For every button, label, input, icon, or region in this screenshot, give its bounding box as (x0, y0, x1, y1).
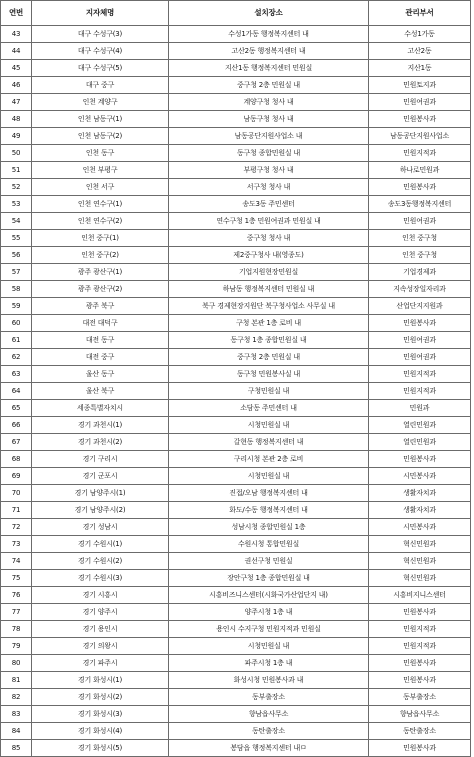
table-row (1, 179, 471, 196)
row-number-cell: 55 (1, 230, 32, 247)
row-number-cell: 46 (1, 77, 32, 94)
location-cell: 구리시청 본관 2층 로비 (169, 451, 369, 468)
municipality-cell: 경기 과천시(1) (32, 417, 169, 434)
department-cell: 민원봉사과 (369, 740, 471, 757)
row-number-cell: 47 (1, 94, 32, 111)
department-cell: 민원지적과 (369, 366, 471, 383)
department-cell: 시민봉사과 (369, 468, 471, 485)
table-row (1, 298, 471, 315)
table-row (1, 332, 471, 349)
municipality-cell: 광주 북구 (32, 298, 169, 315)
location-cell: 송도3동 주민센터 (169, 196, 369, 213)
row-number-cell: 64 (1, 383, 32, 400)
table-row (1, 485, 471, 502)
municipality-cell: 경기 구리시 (32, 451, 169, 468)
location-cell: 화성시청 민원봉사과 내 (169, 672, 369, 689)
row-number-cell: 49 (1, 128, 32, 145)
municipality-cell: 경기 시흥시 (32, 587, 169, 604)
department-cell: 열린민원과 (369, 417, 471, 434)
row-number-cell: 44 (1, 43, 32, 60)
department-cell: 민원과 (369, 400, 471, 417)
table-row (1, 672, 471, 689)
location-cell: 북구 경제현장지원단 북구청사업소 사무실 내 (169, 298, 369, 315)
table-row (1, 655, 471, 672)
department-cell: 민원봉사과 (369, 655, 471, 672)
table-row (1, 502, 471, 519)
municipality-cell: 인천 서구 (32, 179, 169, 196)
municipality-cell: 경기 화성시(4) (32, 723, 169, 740)
location-cell: 구청 본관 1층 로비 내 (169, 315, 369, 332)
row-number-cell: 85 (1, 740, 32, 757)
municipality-cell: 대구 수성구(3) (32, 26, 169, 43)
table-row (1, 128, 471, 145)
department-cell: 인천 중구청 (369, 230, 471, 247)
table-row (1, 587, 471, 604)
row-number-cell: 57 (1, 264, 32, 281)
department-cell: 산업단지지원과 (369, 298, 471, 315)
location-cell: 동구청 민원봉사실 내 (169, 366, 369, 383)
row-number-cell: 80 (1, 655, 32, 672)
municipality-cell: 경기 군포시 (32, 468, 169, 485)
header-number: 연번 (1, 1, 32, 26)
municipality-cell: 경기 의왕시 (32, 638, 169, 655)
row-number-cell: 67 (1, 434, 32, 451)
municipality-cell: 울산 동구 (32, 366, 169, 383)
row-number-cell: 82 (1, 689, 32, 706)
location-cell: 수성1가동 행정복지센터 내 (169, 26, 369, 43)
table-row (1, 451, 471, 468)
row-number-cell: 45 (1, 60, 32, 77)
row-number-cell: 65 (1, 400, 32, 417)
location-cell: 연수구청 1층 민원여권과 민원실 내 (169, 213, 369, 230)
table-row (1, 111, 471, 128)
table-row (1, 604, 471, 621)
location-cell: 남동공단지원사업소 내 (169, 128, 369, 145)
location-cell: 수원시청 통합민원실 (169, 536, 369, 553)
table-row (1, 247, 471, 264)
municipality-cell: 경기 수원시(3) (32, 570, 169, 587)
department-cell: 시민봉사과 (369, 519, 471, 536)
department-cell: 민원지적과 (369, 621, 471, 638)
row-number-cell: 78 (1, 621, 32, 638)
table-row (1, 43, 471, 60)
location-cell: 동구청 1층 종합민원실 내 (169, 332, 369, 349)
location-cell: 시청민원실 내 (169, 417, 369, 434)
row-number-cell: 54 (1, 213, 32, 230)
location-cell: 서구청 청사 내 (169, 179, 369, 196)
municipality-cell: 경기 과천시(2) (32, 434, 169, 451)
municipality-cell: 경기 성남시 (32, 519, 169, 536)
department-cell: 민원봉사과 (369, 111, 471, 128)
department-cell: 고산2동 (369, 43, 471, 60)
municipality-cell: 경기 화성시(2) (32, 689, 169, 706)
department-cell: 민원봉사과 (369, 604, 471, 621)
municipality-cell: 인천 중구(1) (32, 230, 169, 247)
location-cell: 장안구청 1층 종합민원실 내 (169, 570, 369, 587)
department-cell: 향남읍사무소 (369, 706, 471, 723)
municipality-cell: 광주 광산구(2) (32, 281, 169, 298)
table-row (1, 213, 471, 230)
row-number-cell: 69 (1, 468, 32, 485)
table-row (1, 60, 471, 77)
location-cell: 계양구청 청사 내 (169, 94, 369, 111)
row-number-cell: 48 (1, 111, 32, 128)
row-number-cell: 52 (1, 179, 32, 196)
table-row (1, 570, 471, 587)
municipality-cell: 경기 양주시 (32, 604, 169, 621)
municipality-cell: 인천 계양구 (32, 94, 169, 111)
location-cell: 양주시청 1층 내 (169, 604, 369, 621)
municipality-cell: 울산 북구 (32, 383, 169, 400)
row-number-cell: 71 (1, 502, 32, 519)
header-installation-location: 설치장소 (169, 1, 369, 26)
row-number-cell: 53 (1, 196, 32, 213)
table-row (1, 77, 471, 94)
department-cell: 열린민원과 (369, 434, 471, 451)
department-cell: 민원봉사과 (369, 179, 471, 196)
department-cell: 민원지적과 (369, 638, 471, 655)
municipality-cell: 경기 수원시(1) (32, 536, 169, 553)
location-cell: 화도/수동 행정복지센터 내 (169, 502, 369, 519)
location-cell: 중구청 2층 민원실 내 (169, 349, 369, 366)
table-row (1, 349, 471, 366)
municipality-cell: 인천 연수구(1) (32, 196, 169, 213)
location-cell: 제2중구청사 내(영종도) (169, 247, 369, 264)
municipality-cell: 대전 동구 (32, 332, 169, 349)
municipality-cell: 경기 남양주시(2) (32, 502, 169, 519)
location-cell: 용인시 수지구청 민원지적과 민원실 (169, 621, 369, 638)
department-cell: 민원봉사과 (369, 672, 471, 689)
location-cell: 동구청 종합민원실 내 (169, 145, 369, 162)
department-cell: 민원여권과 (369, 94, 471, 111)
table-row (1, 26, 471, 43)
location-cell: 권선구청 민원실 (169, 553, 369, 570)
row-number-cell: 73 (1, 536, 32, 553)
municipality-cell: 인천 중구(2) (32, 247, 169, 264)
row-number-cell: 70 (1, 485, 32, 502)
row-number-cell: 59 (1, 298, 32, 315)
location-cell: 하남동 행정복지센터 민원실 내 (169, 281, 369, 298)
table-row (1, 468, 471, 485)
location-cell: 남동구청 청사 내 (169, 111, 369, 128)
department-cell: 남동공단지원사업소 (369, 128, 471, 145)
department-cell: 시흥비지니스센터 (369, 587, 471, 604)
row-number-cell: 79 (1, 638, 32, 655)
municipality-cell: 대구 수성구(4) (32, 43, 169, 60)
department-cell: 지속성장일자리과 (369, 281, 471, 298)
location-cell: 향남읍사무소 (169, 706, 369, 723)
location-cell: 기업지원현장민원실 (169, 264, 369, 281)
location-cell: 진접/오남 행정복지센터 내 (169, 485, 369, 502)
table-row (1, 196, 471, 213)
department-cell: 민원여권과 (369, 213, 471, 230)
row-number-cell: 51 (1, 162, 32, 179)
department-cell: 민원여권과 (369, 349, 471, 366)
row-number-cell: 50 (1, 145, 32, 162)
department-cell: 혁신민원과 (369, 570, 471, 587)
location-cell: 시흥비즈니스센터(시화국가산업단지 내) (169, 587, 369, 604)
department-cell: 민원봉사과 (369, 451, 471, 468)
department-cell: 민원봉사과 (369, 315, 471, 332)
municipality-cell: 경기 화성시(1) (32, 672, 169, 689)
department-cell: 동부출장소 (369, 689, 471, 706)
municipality-cell: 인천 연수구(2) (32, 213, 169, 230)
table-row (1, 315, 471, 332)
table-row (1, 281, 471, 298)
municipality-cell: 세종특별자치시 (32, 400, 169, 417)
row-number-cell: 60 (1, 315, 32, 332)
row-number-cell: 77 (1, 604, 32, 621)
department-cell: 인천 중구청 (369, 247, 471, 264)
department-cell: 민원지적과 (369, 383, 471, 400)
table-row (1, 366, 471, 383)
location-cell: 성남시청 종합민원실 1층 (169, 519, 369, 536)
row-number-cell: 72 (1, 519, 32, 536)
table-row (1, 400, 471, 417)
department-cell: 생활자치과 (369, 485, 471, 502)
municipality-cell: 인천 동구 (32, 145, 169, 162)
department-cell: 민원토지과 (369, 77, 471, 94)
row-number-cell: 83 (1, 706, 32, 723)
table-row (1, 162, 471, 179)
municipality-cell: 인천 남동구(1) (32, 111, 169, 128)
row-number-cell: 74 (1, 553, 32, 570)
table-row (1, 706, 471, 723)
location-cell: 시청민원실 내 (169, 468, 369, 485)
header-managing-department: 관리부서 (369, 1, 471, 26)
municipality-cell: 경기 용인시 (32, 621, 169, 638)
department-cell: 생활자치과 (369, 502, 471, 519)
department-cell: 혁신민원과 (369, 553, 471, 570)
location-cell: 고산2동 행정복지센터 내 (169, 43, 369, 60)
row-number-cell: 76 (1, 587, 32, 604)
location-cell: 지산1동 행정복지센터 민원실 (169, 60, 369, 77)
row-number-cell: 68 (1, 451, 32, 468)
row-number-cell: 62 (1, 349, 32, 366)
table-row (1, 417, 471, 434)
table-row (1, 434, 471, 451)
municipality-cell: 경기 파주시 (32, 655, 169, 672)
table-row (1, 264, 471, 281)
department-cell: 혁신민원과 (369, 536, 471, 553)
row-number-cell: 81 (1, 672, 32, 689)
header-municipality: 지자체명 (32, 1, 169, 26)
municipality-cell: 경기 수원시(2) (32, 553, 169, 570)
row-number-cell: 56 (1, 247, 32, 264)
municipality-cell: 인천 부평구 (32, 162, 169, 179)
table-row (1, 740, 471, 757)
table-row (1, 94, 471, 111)
municipality-cell: 대구 수성구(5) (32, 60, 169, 77)
location-cell: 동부출장소 (169, 689, 369, 706)
table-row (1, 553, 471, 570)
municipality-cell: 대전 대덕구 (32, 315, 169, 332)
municipality-cell: 경기 화성시(3) (32, 706, 169, 723)
location-cell: 파주시청 1층 내 (169, 655, 369, 672)
location-cell: 봉담읍 행정복지센터 내ㅁ (169, 740, 369, 757)
location-cell: 시청민원실 내 (169, 638, 369, 655)
location-cell: 동탄출장소 (169, 723, 369, 740)
row-number-cell: 84 (1, 723, 32, 740)
table-body (1, 26, 471, 757)
location-cell: 소담동 주민센터 내 (169, 400, 369, 417)
row-number-cell: 58 (1, 281, 32, 298)
table-row (1, 689, 471, 706)
table-row (1, 383, 471, 400)
department-cell: 지산1동 (369, 60, 471, 77)
department-cell: 동탄출장소 (369, 723, 471, 740)
municipality-cell: 인천 남동구(2) (32, 128, 169, 145)
department-cell: 송도3동행정복지센터 (369, 196, 471, 213)
location-cell: 중구청 청사 내 (169, 230, 369, 247)
location-cell: 부평구청 청사 내 (169, 162, 369, 179)
table-row (1, 536, 471, 553)
department-cell: 민원여권과 (369, 332, 471, 349)
department-cell: 하나로민원과 (369, 162, 471, 179)
location-cell: 구청민원실 내 (169, 383, 369, 400)
row-number-cell: 63 (1, 366, 32, 383)
table-row (1, 145, 471, 162)
table-row (1, 621, 471, 638)
municipality-cell: 광주 광산구(1) (32, 264, 169, 281)
table-row (1, 519, 471, 536)
municipality-cell: 대전 중구 (32, 349, 169, 366)
location-cell: 중구청 2층 민원실 내 (169, 77, 369, 94)
table-row (1, 723, 471, 740)
municipality-cell: 대구 중구 (32, 77, 169, 94)
row-number-cell: 66 (1, 417, 32, 434)
row-number-cell: 75 (1, 570, 32, 587)
municipality-cell: 경기 화성시(5) (32, 740, 169, 757)
location-cell: 갈현동 행정복지센터 내 (169, 434, 369, 451)
row-number-cell: 61 (1, 332, 32, 349)
department-cell: 민원지적과 (369, 145, 471, 162)
table-row (1, 638, 471, 655)
row-number-cell: 43 (1, 26, 32, 43)
department-cell: 기업경제과 (369, 264, 471, 281)
table-row (1, 230, 471, 247)
municipality-cell: 경기 남양주시(1) (32, 485, 169, 502)
department-cell: 수성1가동 (369, 26, 471, 43)
table-header-row (1, 1, 471, 26)
